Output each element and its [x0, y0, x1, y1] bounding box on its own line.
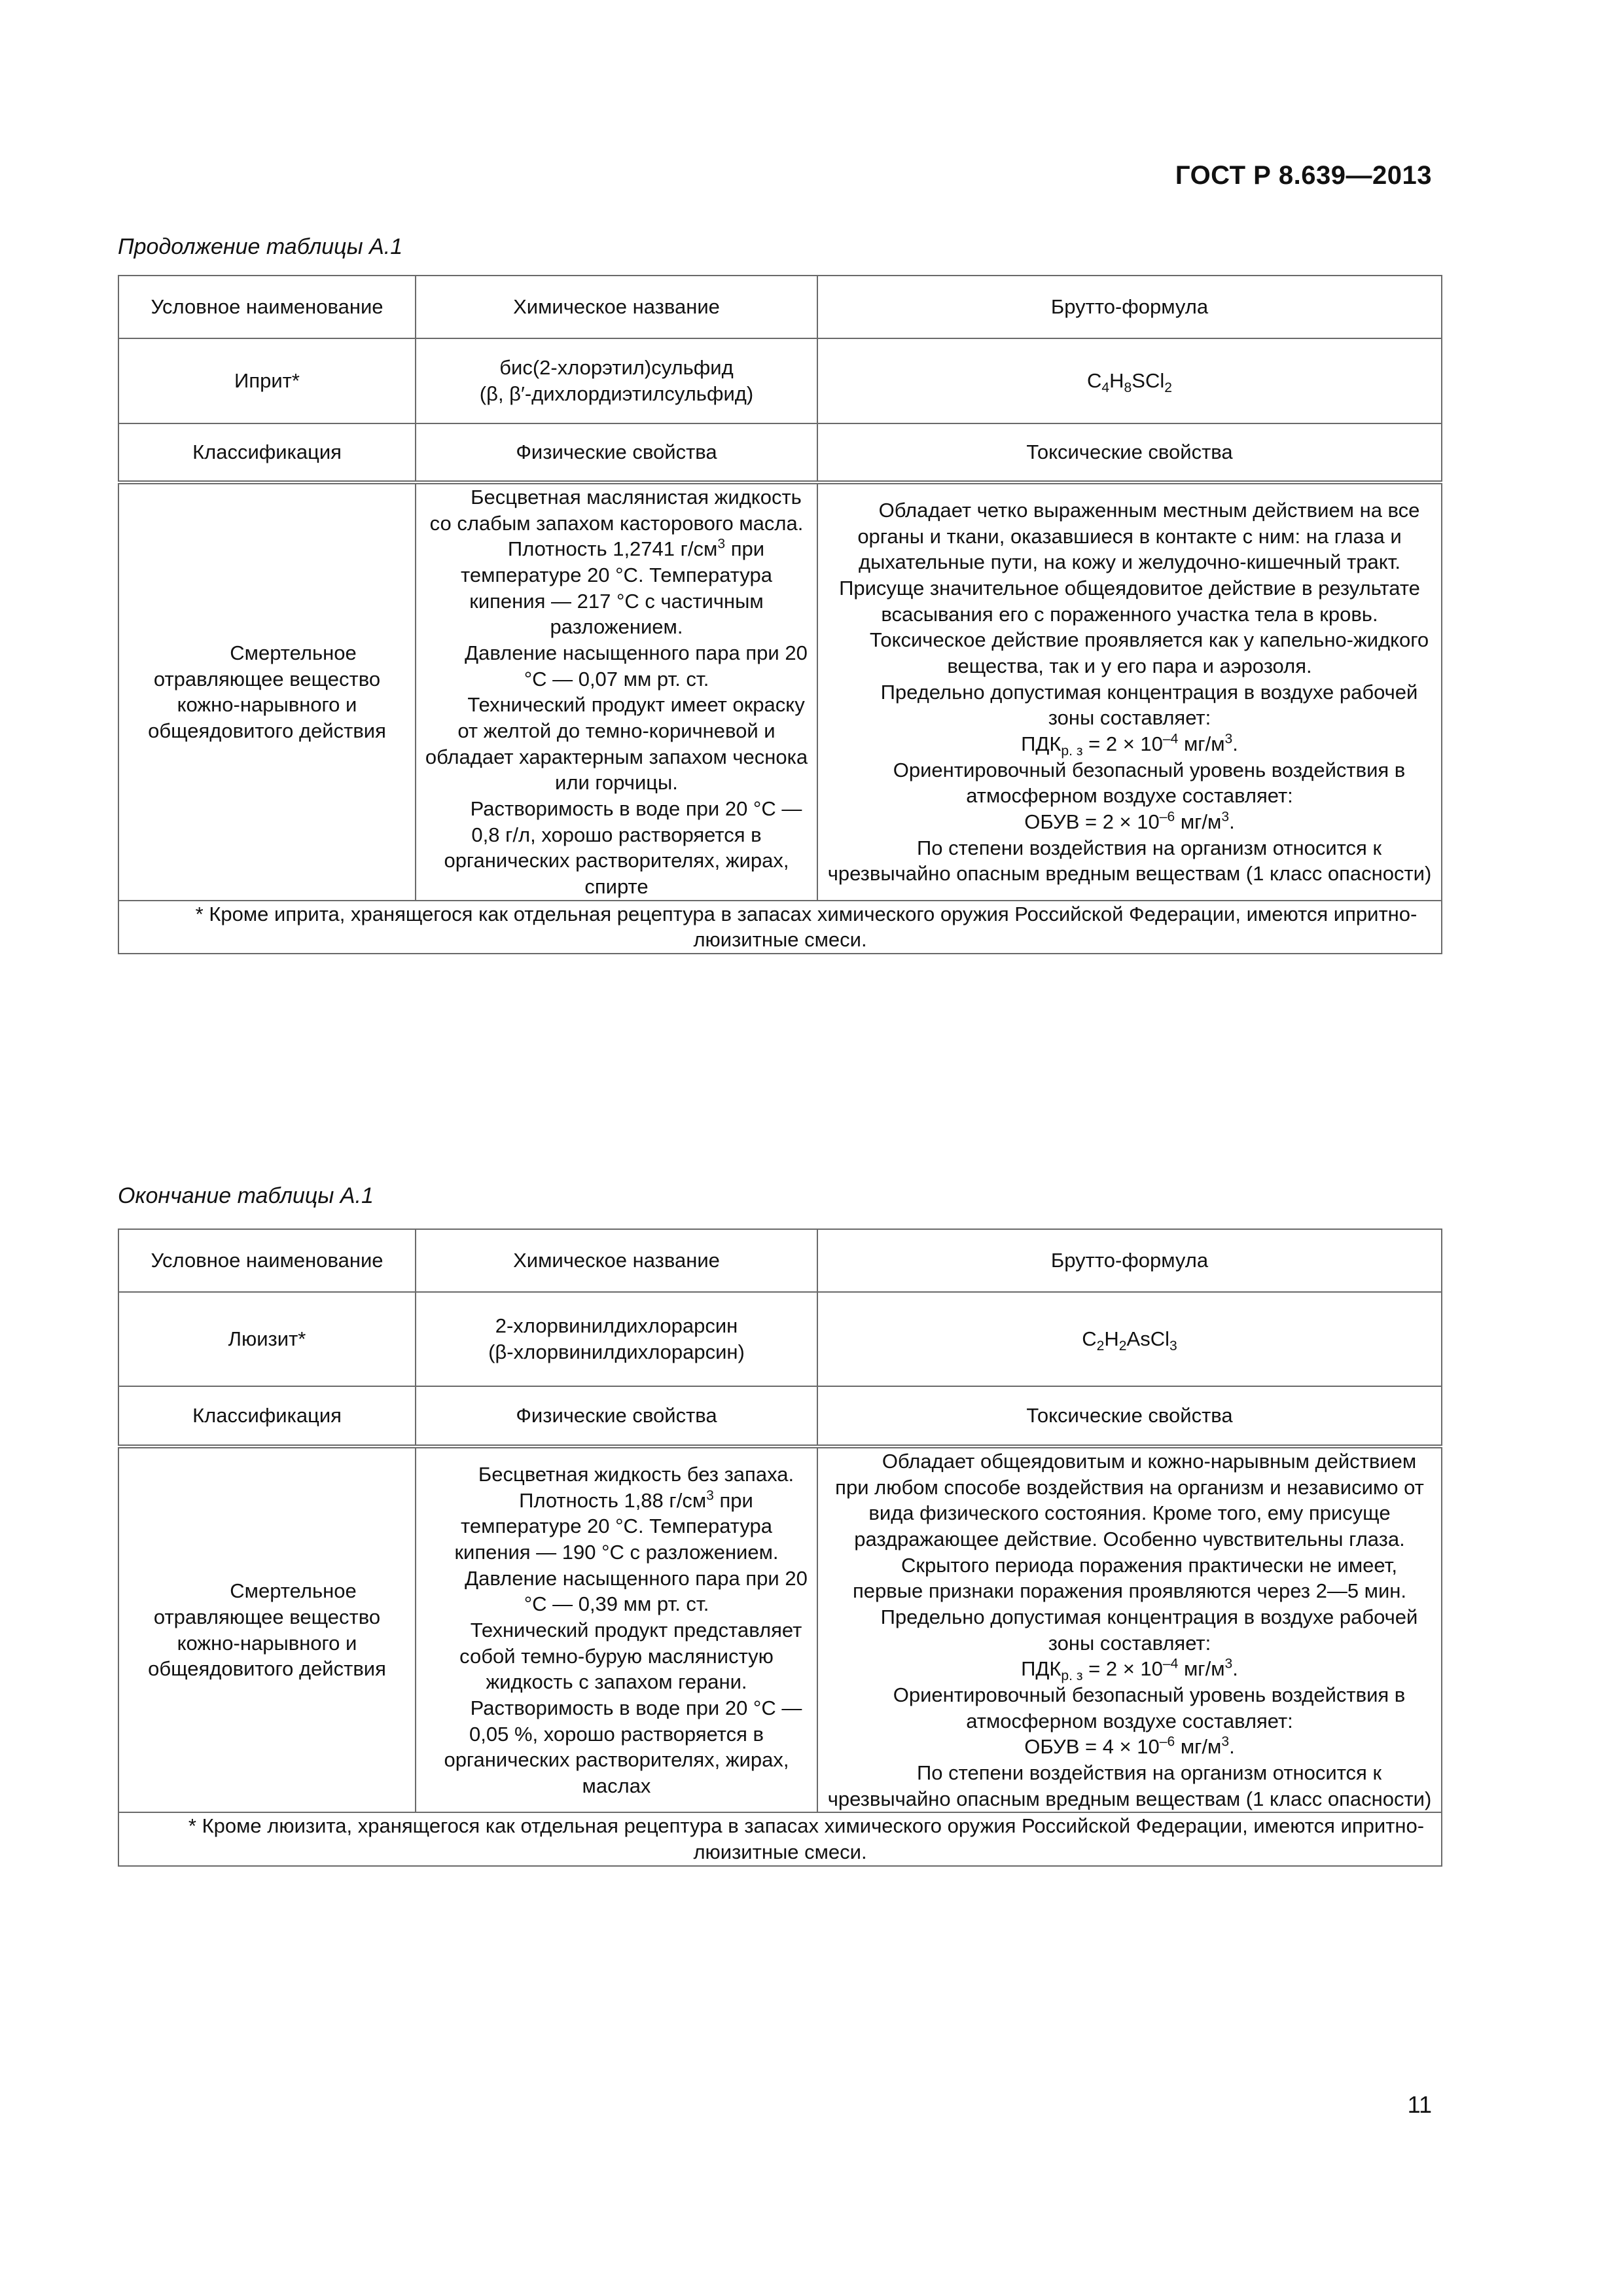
- chemical-name: [416, 1292, 817, 1386]
- chemical-name-line1: 2-хлорвинилдихлорарсин: [495, 1314, 738, 1338]
- obuv-formula: ОБУВ = $4 \times 10^{-6}$ $мг/м^3$.: [1024, 1734, 1235, 1759]
- substance-name: Люизит*: [118, 1292, 416, 1386]
- col-header-formula: Брутто-формула: [817, 276, 1442, 338]
- obuv-formula: ОБУВ = $2 \times 10^{-6}$ $мг/м^3$.: [1024, 809, 1235, 833]
- toxic-properties: Обладает четко выраженным местным действием на все органы и ткани, оказавшиеся в контакте с ним: на глаза и дыхательные пути, на кожу и желудочно-кишечный тракт. Присуще значительное общеядовитое действие в результате всасывания его с пораженного участка тела в кровь. Токсическое действие проявляется как у капельно-жидкого вещества, так и у его пара и аэрозоля. Предельно допустимая концентрация в воздухе рабочей зоны составляет: $ПДК_{р. з} = 2 \times 10^{-4}$ $мг/м^3$. Ориентировочный безопасный уровень воздействия в атмосферном воздухе составляет: ОБУВ = $2 \times 10^{-6}$ $мг/м^3$. По степени воздействия на организм относится к чрезвычайно опасным вредным веществам (1 класс опасности): [817, 482, 1442, 901]
- page-number: 11: [1407, 2091, 1432, 2118]
- footnote-row: [118, 1812, 1442, 1865]
- classification: Смертельное отравляющее вещество кожно-нарывного и общеядовитого действия: [118, 1446, 416, 1812]
- table-footnote: * Кроме люизита, хранящегося как отдельная рецептура в запасах химического оружия Российской Федерации, имеются ипритно-люизитные смеси.: [118, 1812, 1442, 1865]
- gross-formula: $C_2H_2AsCl_3$: [817, 1292, 1442, 1386]
- chemical-name: [416, 338, 817, 423]
- substance-name: Иприт*: [118, 338, 416, 423]
- physical-properties: Бесцветная жидкость без запаха. Плотность 1,88 $г/см^3$ при температуре 20 °С. Температура кипения — 190 °С с разложением. Давление насыщенного пара при 20 °С — 0,39 мм рт. ст. Технический продукт представляет собой темно-бурую маслянистую жидкость с запахом герани. Растворимость в воде при 20 °С — 0,05 %, хорошо растворяется в органических растворителях, жирах, маслах: [416, 1446, 817, 1812]
- physical-properties: Бесцветная маслянистая жидкость со слабым запахом касторового масла. Плотность 1,2741 $г/см^3$ при температуре 20 °С. Температура кипения — 217 °С с частичным разложением. Давление насыщенного пара при 20 °С — 0,07 мм рт. ст. Технический продукт имеет окраску от желтой до темно-коричневой и обладает характерным запахом чеснока или горчицы. Растворимость в воде при 20 °С — 0,8 г/л, хорошо растворяется в органических растворителях, жирах, спирте: [416, 482, 817, 901]
- substance-table-yperite: [118, 275, 1442, 954]
- col-header-name: Условное наименование: [118, 1229, 416, 1292]
- properties-row: [118, 1446, 1442, 1812]
- col-header-class: Классификация: [118, 423, 416, 482]
- col-header-name: Условное наименование: [118, 276, 416, 338]
- col-header-chem: Химическое название: [416, 276, 817, 338]
- table-footnote: * Кроме иприта, хранящегося как отдельная рецептура в запасах химического оружия Российской Федерации, имеются ипритно-люизитные смеси.: [118, 901, 1442, 954]
- subheader-row: [118, 423, 1442, 482]
- substance-row: [118, 338, 1442, 423]
- header-row: [118, 1229, 1442, 1292]
- table-caption: Окончание таблицы А.1: [118, 1183, 374, 1208]
- header-row: [118, 276, 1442, 338]
- col-header-tox: Токсические свойства: [817, 1386, 1442, 1446]
- table-caption: Продолжение таблицы А.1: [118, 234, 403, 259]
- footnote-row: [118, 901, 1442, 954]
- chemical-name-line2: (β, β′-дихлордиэтилсульфид): [479, 382, 754, 405]
- toxic-properties: Обладает общеядовитым и кожно-нарывным действием при любом способе воздействия на организм и независимо от вида физического состояния. Кроме того, ему присуще раздражающее действие. Особенно чувствительны глаза. Скрытого периода поражения практически не имеет, первые признаки поражения проявляются через 2—5 мин. Предельно допустимая концентрация в воздухе рабочей зоны составляет: $ПДК_{р. з} = 2 \times 10^{-4}$ $мг/м^3$. Ориентировочный безопасный уровень воздействия в атмосферном воздухе составляет: ОБУВ = $4 \times 10^{-6}$ $мг/м^3$. По степени воздействия на организм относится к чрезвычайно опасным вредным веществам (1 класс опасности): [817, 1446, 1442, 1812]
- gross-formula: $C_4H_8SCl_2$: [817, 338, 1442, 423]
- col-header-phys: Физические свойства: [416, 1386, 817, 1446]
- pdk-formula: $ПДК_{р. з} = 2 \times 10^{-4}$ $мг/м^3$.: [1021, 731, 1238, 759]
- subheader-row: [118, 1386, 1442, 1446]
- col-header-chem: Химическое название: [416, 1229, 817, 1292]
- substance-row: [118, 1292, 1442, 1386]
- pdk-formula: $ПДК_{р. з} = 2 \times 10^{-4}$ $мг/м^3$.: [1021, 1657, 1238, 1684]
- col-header-class: Классификация: [118, 1386, 416, 1446]
- substance-table-lewisite: [118, 1229, 1442, 1867]
- document-code: ГОСТ Р 8.639—2013: [1175, 161, 1432, 190]
- classification: Смертельное отравляющее вещество кожно-нарывного и общеядовитого действия: [118, 482, 416, 901]
- col-header-tox: Токсические свойства: [817, 423, 1442, 482]
- col-header-phys: Физические свойства: [416, 423, 817, 482]
- properties-row: [118, 482, 1442, 901]
- chemical-name-line2: (β-хлорвинилдихлорарсин): [488, 1340, 745, 1363]
- chemical-name-line1: бис(2-хлорэтил)сульфид: [499, 356, 734, 380]
- col-header-formula: Брутто-формула: [817, 1229, 1442, 1292]
